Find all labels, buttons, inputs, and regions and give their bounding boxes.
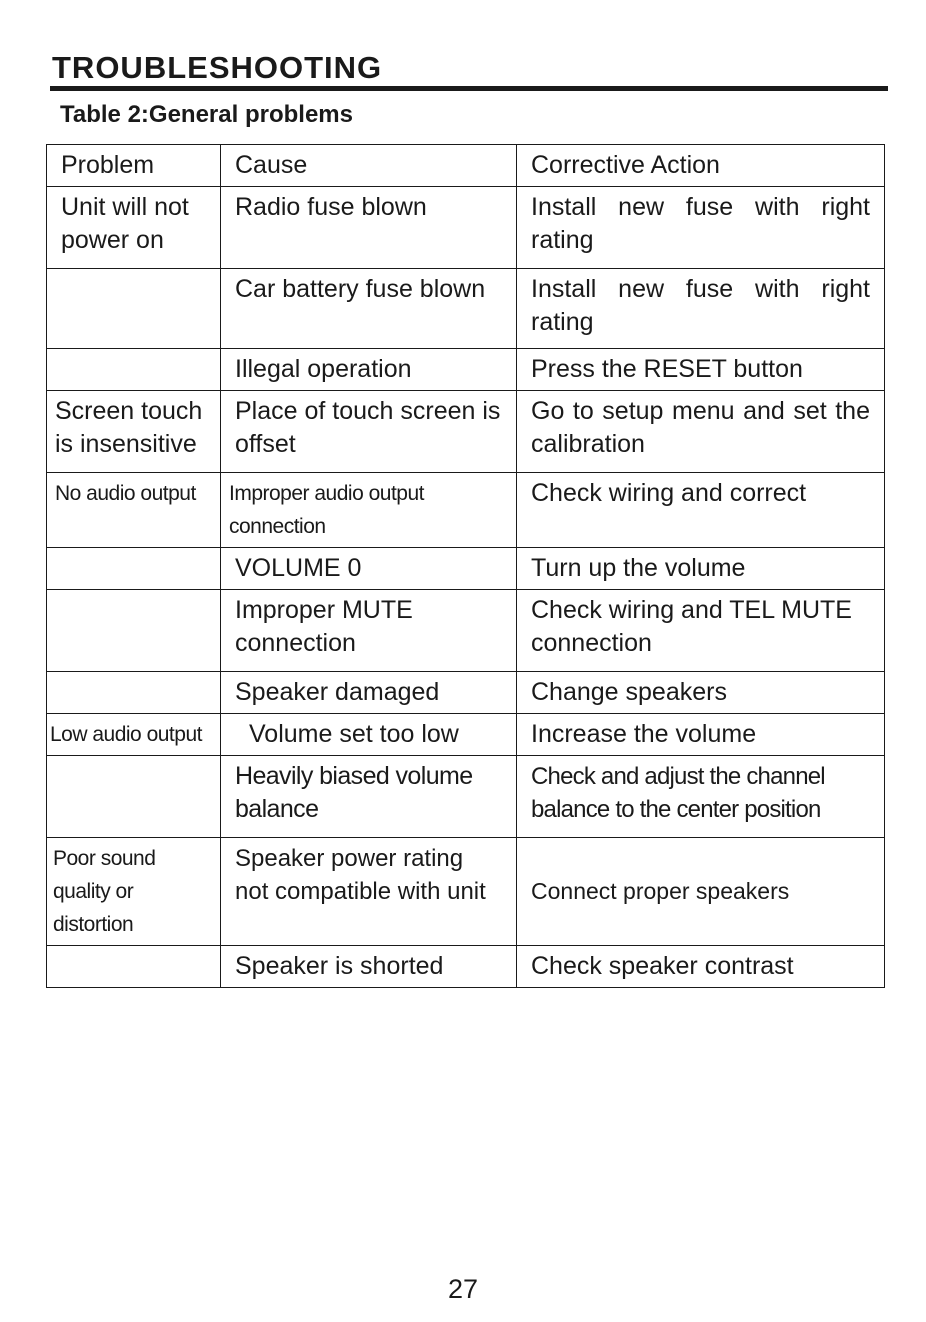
action-cell: Check wiring and correct [517,473,885,548]
problem-cell: Screen touch is insensitive [47,391,221,473]
action-cell: Turn up the volume [517,548,885,590]
problem-cell [47,269,221,349]
table-row [47,672,885,714]
problem-cell [47,672,221,714]
table-header-row [47,145,885,187]
title-underline [50,86,888,91]
table-row [47,946,885,988]
action-cell: Install new fuse with right rating [517,187,885,269]
problem-cell [47,590,221,672]
page-title: TROUBLESHOOTING [52,50,383,85]
action-cell: Go to setup menu and set the calibration [517,391,885,473]
page-number: 27 [447,1274,479,1304]
table-row [47,473,885,548]
cause-cell: Speaker is shorted [221,946,517,988]
cause-cell: Radio fuse blown [221,187,517,269]
cause-cell: Improper MUTE connection [221,590,517,672]
cause-cell: Speaker power rating not compatible with unit [221,838,517,946]
problem-cell [47,756,221,838]
header-problem: Problem [47,145,221,187]
problem-cell: Unit will not power on [47,187,221,269]
cause-cell: Volume set too low [221,714,517,756]
cause-cell: Heavily biased volume balance [221,756,517,838]
problem-cell [47,349,221,391]
cause-cell: Improper audio output connection [221,473,517,548]
cause-cell: Car battery fuse blown [221,269,517,349]
action-cell: Connect proper speakers [517,838,885,946]
table-row [47,548,885,590]
cause-cell: Illegal operation [221,349,517,391]
header-cause: Cause [221,145,517,187]
table-row [47,838,885,946]
action-cell: Install new fuse with right rating [517,269,885,349]
problem-cell [47,548,221,590]
problem-cell: Low audio output [47,714,221,756]
action-cell: Increase the volume [517,714,885,756]
table-row [47,349,885,391]
problem-cell: No audio output [47,473,221,548]
table-row [47,756,885,838]
action-cell: Check speaker contrast [517,946,885,988]
table-row [47,269,885,349]
table-row [47,590,885,672]
table-row [47,391,885,473]
table-row [47,187,885,269]
action-cell: Check wiring and TEL MUTE connection [517,590,885,672]
cause-cell: Speaker damaged [221,672,517,714]
cause-cell: Place of touch screen is offset [221,391,517,473]
action-cell: Check and adjust the channel balance to the center position [517,756,885,838]
cause-cell: VOLUME 0 [221,548,517,590]
action-cell: Change speakers [517,672,885,714]
header-corrective-action: Corrective Action [517,145,885,187]
table-row [47,714,885,756]
troubleshooting-table [46,144,885,988]
problem-cell: Poor sound quality or distortion [47,838,221,946]
table-caption: Table 2:General problems [60,101,353,128]
problem-cell [47,946,221,988]
action-cell: Press the RESET button [517,349,885,391]
